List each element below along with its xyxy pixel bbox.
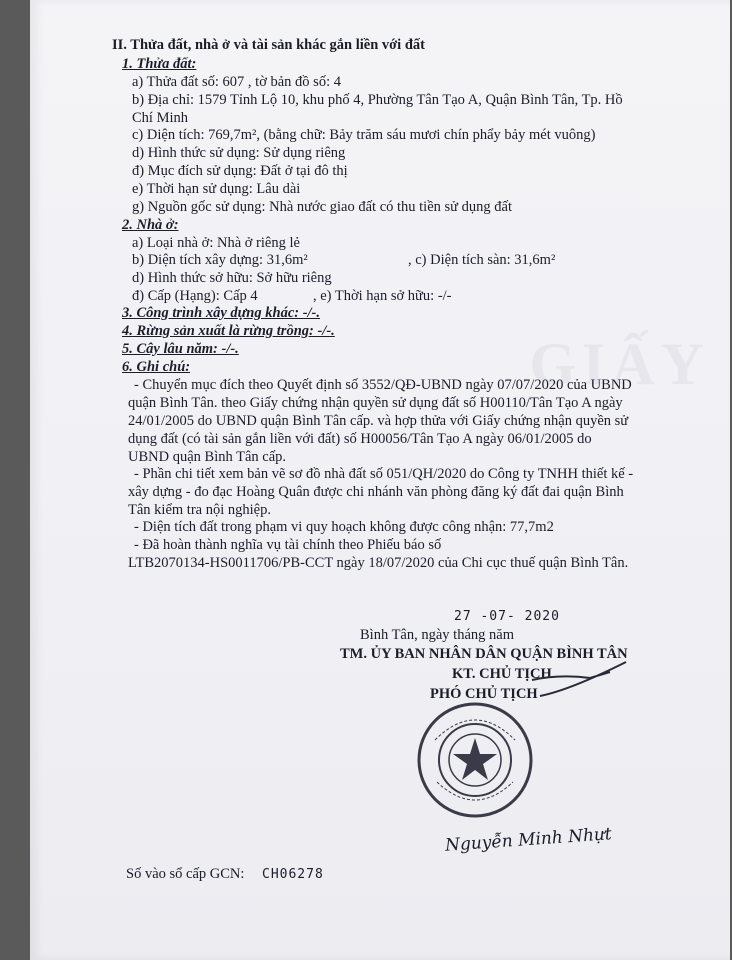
perennial-trees: 5. Cây lâu năm: -/-. bbox=[122, 341, 239, 357]
land-use-form: d) Hình thức sử dụng: Sử dụng riêng bbox=[132, 145, 346, 161]
registry-number: CH06278 bbox=[262, 867, 324, 882]
house-floor-area: , c) Diện tích sàn: 31,6m² bbox=[408, 252, 556, 268]
note-line: - Phần chi tiết xem bản vẽ sơ đồ nhà đất số 051/QH/2020 do Công ty TNHH thiết kế - bbox=[134, 466, 634, 482]
note-line: UBND quận Bình Tân cấp. bbox=[128, 449, 286, 465]
note-line: xây dựng - đo đạc Hoàng Quân được chi nhánh văn phòng đăng ký đất đai quận Bình bbox=[128, 484, 624, 500]
note-line: quận Bình Tân. theo Giấy chứng nhận quyền sử dụng đất số H00110/Tân Tạo A ngày bbox=[128, 395, 623, 411]
land-address: b) Địa chỉ: 1579 Tỉnh Lộ 10, khu phố 4, Phường Tân Tạo A, Quận Bình Tân, Tp. Hồ bbox=[132, 92, 623, 108]
land-use-purpose: đ) Mục đích sử dụng: Đất ở tại đô thị bbox=[132, 163, 348, 179]
signer-name: Nguyễn Minh Nhựt bbox=[444, 824, 613, 856]
house-ownership-term: , e) Thời hạn sở hữu: -/- bbox=[313, 288, 452, 304]
registry-label: Số vào sổ cấp GCN: bbox=[126, 866, 245, 882]
note-line: LTB2070134-HS0011706/PB-CCT ngày 18/07/2020 của Chi cục thuế quận Bình Tân. bbox=[128, 555, 629, 571]
house-build-area: b) Diện tích xây dựng: 31,6m² bbox=[132, 252, 308, 268]
land-use-term: e) Thời hạn sử dụng: Lâu dài bbox=[132, 181, 301, 197]
date-stamp: 27 -07- 2020 bbox=[454, 609, 560, 624]
land-area: c) Diện tích: 769,7m², (bằng chữ: Bảy trăm sáu mươi chín phẩy bảy mét vuông) bbox=[132, 127, 596, 143]
other-works: 3. Công trình xây dựng khác: -/-. bbox=[122, 305, 321, 321]
land-address-cont: Chí Minh bbox=[132, 110, 188, 126]
official-seal-icon bbox=[415, 700, 535, 820]
section-title: II. Thửa đất, nhà ở và tài sản khác gắn liền với đất bbox=[112, 37, 425, 53]
house-ownership-form: d) Hình thức sở hữu: Sở hữu riêng bbox=[132, 270, 332, 286]
signature-stroke bbox=[530, 660, 630, 720]
note-line: - Diện tích đất trong phạm vi quy hoạch không được công nhận: 77,7m2 bbox=[134, 519, 554, 535]
house-type: a) Loại nhà ở: Nhà ở riêng lẻ bbox=[132, 235, 300, 251]
note-line: dụng đất (có tài sản gắn liền với đất) số H00056/Tân Tạo A ngày 06/01/2005 do bbox=[128, 431, 592, 447]
notes-heading: 6. Ghi chú: bbox=[122, 359, 191, 375]
planted-forest: 4. Rừng sản xuất là rừng trồng: -/-. bbox=[122, 323, 335, 339]
certificate-page bbox=[30, 0, 730, 960]
note-line: Tân kiểm tra nội nghiệp. bbox=[128, 502, 271, 518]
watermark: GIẤY bbox=[529, 331, 710, 397]
note-line: - Chuyển mục đích theo Quyết định số 3552/QĐ-UBND ngày 07/07/2020 của UBND bbox=[134, 377, 632, 393]
land-heading: 1. Thửa đất: bbox=[122, 56, 197, 72]
land-parcel-number: a) Thửa đất số: 607 , tờ bản đồ số: 4 bbox=[132, 74, 341, 90]
signer-organization: TM. ỦY BAN NHÂN DÂN QUẬN BÌNH TÂN bbox=[340, 646, 628, 662]
house-grade: đ) Cấp (Hạng): Cấp 4 bbox=[132, 288, 258, 304]
note-line: - Đã hoàn thành nghĩa vụ tài chính theo Phiếu báo số bbox=[134, 537, 442, 553]
land-use-origin: g) Nguồn gốc sử dụng: Nhà nước giao đất có thu tiền sử dụng đất bbox=[132, 199, 512, 215]
issue-date-line: Bình Tân, ngày tháng năm bbox=[360, 627, 514, 643]
house-heading: 2. Nhà ở: bbox=[122, 217, 179, 233]
signer-role: KT. CHỦ TỊCH bbox=[452, 666, 552, 682]
note-line: 24/01/2005 do UBND quận Bình Tân cấp. và hợp thửa với Giấy chứng nhận quyền sử bbox=[128, 413, 629, 429]
signer-title: PHÓ CHỦ TỊCH bbox=[430, 686, 538, 702]
